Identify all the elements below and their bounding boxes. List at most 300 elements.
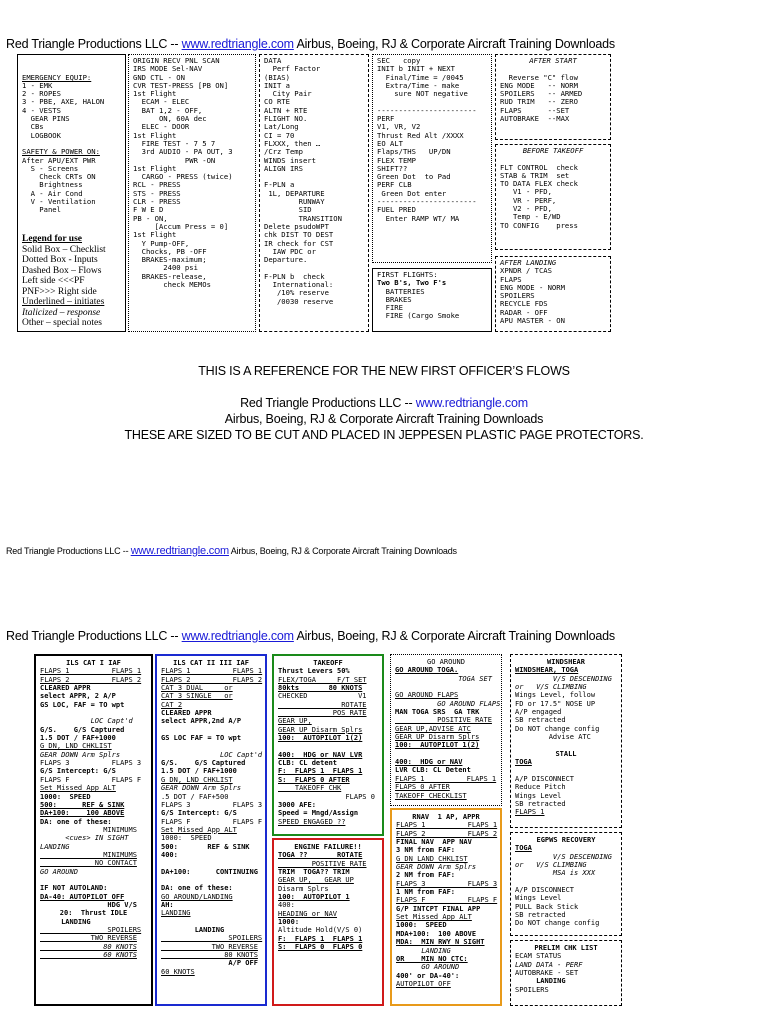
as-col-line: Reverse "C" flow: [500, 72, 578, 82]
origin-line: 1st Flight: [133, 163, 177, 173]
ils-cat1-card: [34, 654, 153, 1006]
ils1-line: select APPR, 2 A/P: [40, 692, 116, 701]
engfail-line: Disarm Splrs: [278, 884, 329, 893]
ils1-line: CLEARED APPR: [40, 684, 91, 693]
takeoff-line: FLEX/TOGA F/T SET: [278, 675, 367, 684]
prelim-card: [510, 940, 622, 1006]
legend-item-line: Dotted Box - Inputs: [22, 255, 98, 266]
rnav-line: LANDING: [396, 946, 451, 955]
ils1-line: [40, 709, 147, 717]
windshear-line: Do NOT change config: [515, 724, 600, 733]
origin-box: [128, 54, 256, 332]
ils1-line: 80 KNOTS: [40, 942, 137, 951]
takeoff-line: 400: HDG or NAV LVR: [278, 750, 363, 759]
data-col-line: Lat/Long: [264, 122, 299, 132]
takeoff-line: SPEED ENGAGED ??: [278, 817, 346, 826]
rnav-card: [390, 808, 502, 1006]
ils23-line: .5 DOT / FAF+500: [161, 792, 229, 801]
goaround-line: 400: HDG or NAV: [395, 758, 463, 767]
takeoff-line: POS RATE: [278, 709, 367, 718]
emergency-line: Check CRTs ON: [22, 172, 96, 182]
data-col-line: 1L, DEPARTURE: [264, 188, 325, 198]
ils23-line: GEAR DOWN Arm Splrs: [161, 784, 242, 793]
data-col-line: F-PLN a: [264, 180, 295, 190]
takeoff-line: F: FLAPS 1 FLAPS 1: [278, 767, 363, 776]
ils1-line: 60 KNOTS: [40, 951, 137, 960]
ils1-line: GEAR DOWN Arm Splrs: [40, 750, 121, 759]
ils23-line: [161, 876, 261, 884]
page2-website-link[interactable]: www.redtriangle.com: [181, 629, 294, 643]
origin-line: CVR TEST-PRESS [PB ON]: [133, 80, 229, 90]
al-col-line: RADAR - OFF: [500, 307, 548, 317]
sec-col-line: PERF: [377, 114, 395, 124]
ils1-line: NO CONTACT: [40, 859, 137, 868]
emergency-line: Panel: [22, 205, 61, 215]
reference-note: THIS IS A REFERENCE FOR THE NEW FIRST OFFICER’S FLOWS: [198, 364, 570, 378]
takeoff-line: 100: AUTOPILOT 1(2): [278, 734, 363, 743]
takeoff-card: [272, 654, 384, 836]
prelim-line: SPOILERS: [515, 985, 549, 994]
origin-line: CLR - PRESS: [133, 197, 181, 207]
ils1-line: [40, 876, 147, 884]
emergency-line: Brightness: [22, 180, 83, 190]
ff-col-line: Two B's, Two F's: [377, 278, 447, 288]
goaround-line: LVR CLB: CL Detent: [395, 766, 471, 775]
windshear-line: STALL: [555, 749, 577, 758]
origin-line: ECAM - ELEC: [133, 97, 190, 107]
ils1-line: GO AROUND: [40, 867, 78, 876]
emergency-line: 1 - EMK: [22, 80, 53, 90]
emergency-line: S - Screens: [22, 163, 79, 173]
al-col-line: SPOILERS: [500, 291, 535, 301]
origin-line: 2400 psi: [133, 263, 198, 273]
ils23-line: G DN, LND CHKLIST: [161, 775, 233, 784]
engfail-line: S: FLAPS 0 FLAPS 0: [278, 943, 363, 952]
goaround-line: TOGA SET: [395, 674, 492, 683]
goaround-line: GO AROUND: [427, 658, 465, 666]
windshear-line: SB retracted: [515, 799, 566, 808]
al-col-line: XPNDR / TCAS: [500, 266, 552, 276]
windshear-card: [510, 654, 622, 828]
origin-line: ELEC - DOOR: [133, 122, 190, 132]
data-col-line: CO RTE: [264, 97, 290, 107]
ils23-line: FLAPS 3 FLAPS 3: [161, 800, 263, 809]
data-col-line: F-PLN b check: [264, 271, 325, 281]
ils23-line: 1000: SPEED: [161, 834, 212, 843]
emergency-line: LOGBOOK: [22, 130, 61, 140]
ff-col-line: FIRST FLIGHTS:: [377, 270, 438, 279]
goaround-line: 100: AUTOPILOT 1(2): [395, 741, 480, 750]
rnav-line: 3 NM from FAF:: [396, 846, 456, 855]
bt-col-line: Temp - E/WD: [500, 212, 561, 222]
windshear-line: Advise ATC: [515, 733, 591, 742]
ils23-line: AH:: [161, 900, 174, 909]
sec-col-line: SEC copy: [377, 56, 421, 65]
prelim-line: LANDING: [515, 977, 566, 986]
ils1-line: DA-40: AUTOPILOT OFF: [40, 892, 125, 901]
takeoff-line: GEAR UP,: [278, 717, 312, 726]
data-col-line: IAW PDC or: [264, 246, 316, 256]
goaround-line: GO AROUND TOGA.: [395, 666, 459, 675]
goaround-line: MAN TOGA SRS GA TRK: [395, 708, 480, 717]
emergency-line: GEAR PINS: [22, 114, 70, 124]
rnav-line: AUTOPILOT OFF: [396, 979, 451, 988]
goaround-line: FLAPS 1 FLAPS 1: [395, 774, 497, 783]
emergency-line: 2 - ROPES: [22, 89, 61, 99]
origin-line: STS - PRESS: [133, 188, 181, 198]
rnav-line: FLAPS 3 FLAPS 3: [396, 879, 498, 888]
rnav-line: MDA+100: 100 ABOVE: [396, 929, 477, 938]
jeppesen-note: THESE ARE SIZED TO BE CUT AND PLACED IN JEPPESEN PLASTIC PAGE PROTECTORS.: [124, 428, 644, 442]
data-col-line: DATA: [264, 56, 282, 65]
ils23-line: 1.5 DOT / FAF+1000: [161, 767, 237, 776]
bt-col-line: V2 - PFD,: [500, 204, 552, 214]
data-box: [259, 54, 369, 332]
goaround-line: GEAR UP Disarm Splrs: [395, 733, 480, 742]
ils1-line: Set Missed App ALT: [40, 784, 116, 793]
sec-col-line: Extra/Time - make: [377, 80, 460, 90]
bt-col-line: TO DATA FLEX check: [500, 179, 578, 189]
origin-line: PWR -ON: [133, 155, 216, 165]
ils1-line: FLAPS 1 FLAPS 1: [40, 667, 142, 676]
rnav-line: FLAPS 1 FLAPS 1: [396, 821, 498, 830]
sec-col-line: EO ALT: [377, 138, 403, 148]
goaround-line: TAKEOFF CHECKLIST: [395, 791, 467, 800]
origin-line: BAT 1,2 - OFF,: [133, 105, 203, 115]
legend: [22, 234, 121, 329]
origin-line: [Accum Press = 0]: [133, 221, 229, 231]
rnav-line: 1000: SPEED: [396, 921, 447, 930]
ils23-line: FLAPS 2 FLAPS 2: [161, 675, 263, 684]
origin-line: 1st Flight: [133, 230, 177, 240]
ils23-line: FLAPS 1 FLAPS 1: [161, 667, 263, 676]
takeoff-line: GEAR UP Disarm Splrs: [278, 725, 363, 734]
origin-line: IRS MODE Sel-NAV: [133, 64, 203, 74]
sec-col-line: -----------------------: [377, 105, 477, 115]
takeoff-line: S: FLAPS 0 AFTER: [278, 775, 350, 784]
origin-line: PB - ON,: [133, 213, 168, 223]
goaround-line: GO AROUND FLAPS: [395, 691, 459, 700]
middle-company-line: [0, 396, 768, 410]
ils1-line: FLAPS 2 FLAPS 2: [40, 675, 142, 684]
middle-company: Red Triangle Productions LLC --: [240, 396, 413, 410]
footer-header: [6, 545, 457, 557]
data-col-line: ALIGN IRS: [264, 163, 303, 173]
sec-col-line: Green Dot enter: [377, 188, 447, 198]
takeoff-line: ROTATE: [278, 700, 367, 709]
legend-item-line: Left side <<<PF: [22, 276, 85, 287]
data-col-line: /0030 reserve: [264, 296, 334, 306]
ils1-line: TWO REVERSE: [40, 934, 137, 943]
ils1-line: G DN, LND CHKLIST: [40, 742, 112, 751]
after-start-box: [495, 54, 611, 140]
bt-col-line: VR - PERF,: [500, 195, 557, 205]
bt-col-line: STAB & TRIM set: [500, 170, 570, 180]
engfail-line: 400:: [278, 901, 295, 910]
ils23-line: 60 KNOTS: [161, 967, 195, 976]
ils23-line: select APPR,2nd A/P: [161, 717, 242, 726]
emergency-line: V - Ventilation: [22, 197, 96, 207]
engfail-line: 100: AUTOPILOT 1: [278, 893, 350, 902]
sec-col-line: V1, VR, V2: [377, 122, 421, 132]
emergency-list: [22, 74, 121, 215]
data-col-line: CI = 70: [264, 130, 295, 140]
as-col-line: AFTER START: [529, 56, 577, 65]
emergency-line: SAFETY & POWER ON:: [22, 147, 100, 157]
after-landing-box: [495, 256, 611, 332]
page2-tagline: Airbus, Boeing, RJ & Corporate Aircraft Training Downloads: [296, 629, 615, 643]
ils23-line: DA+100: CONTINUING: [161, 867, 258, 876]
ils23-line: GS LOC FAF = TO wpt: [161, 734, 242, 743]
ils23-line: 500: REF & SINK: [161, 842, 250, 851]
legend-item-line: Other – special notes: [22, 318, 102, 329]
ils23-line: DA: one of these:: [161, 884, 233, 893]
ils1-line: LANDING: [40, 842, 70, 851]
ils23-line: SPOILERS: [161, 934, 263, 943]
emergency-line: A - Air Cond: [22, 188, 83, 198]
data-col-line: ALTN + RTE: [264, 105, 308, 115]
legend-item-line: Dashed Box – Flows: [22, 265, 102, 276]
ils1-line: G/S. G/S Captured: [40, 725, 125, 734]
data-col-line: Delete psudoWPT: [264, 221, 329, 231]
footer-website-link[interactable]: www.redtriangle.com: [130, 545, 229, 557]
ils23-line: [161, 726, 261, 734]
rnav-line: MDA: MIN RWY N SIGHT: [396, 938, 485, 947]
go-around-card: [390, 654, 502, 806]
egpws-line: SB retracted: [515, 911, 566, 920]
engfail-line: GEAR UP, GEAR UP: [278, 876, 354, 885]
origin-line: Y Pump-OFF,: [133, 238, 190, 248]
data-col-line: FLXXX, then …: [264, 138, 321, 148]
takeoff-line: CHECKED V1: [278, 692, 367, 701]
data-col-line: RUNWAY: [264, 197, 325, 207]
ils23-line: [161, 742, 261, 750]
prelim-line: AUTOBRAKE - SET: [515, 969, 579, 978]
origin-line: FIRE TEST - 7 5 7: [133, 138, 216, 148]
rnav-line: GEAR DOWN Arm Splrs: [396, 863, 477, 872]
ils23-line: GO AROUND/LANDING: [161, 892, 233, 901]
ils23-line: CAT 2: [161, 700, 183, 709]
rnav-line: RNAV 1 AP, APPR: [412, 813, 480, 821]
windshear-line: FLAPS 1: [515, 808, 545, 817]
sec-col-line: PERF CLB: [377, 180, 412, 190]
sec-col-line: Flaps/THS UP/DN: [377, 147, 451, 157]
engfail-line: TRIM TOGA?? TRIM: [278, 868, 350, 877]
al-col-line: ENG MODE - NORM: [500, 282, 565, 292]
ils23-line: ILS CAT II III IAF: [173, 659, 249, 667]
egpws-line: A/P DISCONNECT: [515, 886, 575, 895]
ils23-line: CLEARED APPR: [161, 709, 212, 718]
ils1-line: LOC Capt'd: [40, 717, 133, 726]
takeoff-line: 80kts 80 KNOTS: [278, 684, 363, 693]
windshear-line: WINDSHEAR, TOGA: [515, 666, 579, 675]
ils1-line: SPOILERS: [40, 926, 142, 934]
rnav-line: G DN LAND CHKLIST: [396, 854, 468, 863]
ff-col-line: FIRE: [377, 303, 403, 313]
origin-line: Chocks, PB -OFF: [133, 246, 207, 256]
top-header: [6, 37, 615, 51]
page2-header: [6, 629, 615, 643]
data-col-line: INIT a: [264, 80, 290, 90]
egpws-line: or V/S CLIMBING: [515, 861, 587, 870]
egpws-line: MSA is XXX: [515, 869, 596, 878]
legend-title: Legend for use: [22, 234, 82, 245]
bt-col-line: BEFORE TAKEOFF: [522, 146, 584, 155]
emergency-line: EMERGENCY EQUIP:: [22, 72, 92, 82]
ils23-line: CAT 3 SINGLE or: [161, 692, 233, 701]
al-col-line: AFTER LANDING: [500, 258, 557, 267]
data-col-line: TRANSITION: [264, 213, 342, 223]
as-col-line: RUD TRIM -- ZERO: [500, 97, 578, 107]
takeoff-line: FLAPS 0: [278, 792, 375, 801]
ils1-line: MINIMUMS: [40, 825, 137, 834]
engfail-line: TOGA ?? ROTATE: [278, 851, 363, 860]
footer-company: Red Triangle Productions LLC --: [6, 546, 129, 556]
data-col-line: International:: [264, 280, 334, 290]
sec-box: [372, 54, 492, 263]
sec-col-line: Enter RAMP WT/ MA: [377, 213, 460, 223]
origin-line: CARGO - PRESS (twice): [133, 172, 233, 182]
ils23-line: LANDING: [161, 909, 191, 918]
egpws-line: V/S DESCENDING: [515, 852, 612, 861]
ff-col-line: BRAKES: [377, 294, 412, 304]
origin-line: RCL - PRESS: [133, 180, 181, 190]
ils1-line: 1.5 DOT / FAF+1000: [40, 734, 116, 743]
engfail-line: ENGINE FAILURE!!: [294, 843, 362, 851]
engfail-line: POSITIVE RATE: [278, 859, 367, 868]
origin-line: 1st Flight: [133, 89, 177, 99]
rnav-line: FLAPS 2 FLAPS 2: [396, 829, 498, 838]
egpws-line: Wings Level: [515, 894, 562, 903]
middle-tagline: Airbus, Boeing, RJ & Corporate Aircraft Training Downloads: [224, 412, 544, 426]
goaround-line: GEAR UP,ADVISE ATC: [395, 724, 471, 733]
ils1-line: FLAPS 3 FLAPS 3: [40, 759, 142, 768]
ils23-line: FLAPS F FLAPS F: [161, 817, 263, 826]
origin-line: 1st Flight: [133, 130, 177, 140]
origin-line: GND CTL - ON: [133, 72, 185, 82]
windshear-line: [515, 741, 617, 749]
windshear-line: SB retracted: [515, 716, 566, 725]
before-takeoff-box: [495, 144, 611, 250]
al-col-line: FLAPS: [500, 274, 522, 284]
prelim-line: PRELIM CHK LIST: [534, 944, 598, 952]
origin-line: ORIGIN RECV PNL SCAN: [133, 56, 220, 65]
prelim-line: ECAM STATUS: [515, 952, 562, 961]
rnav-line: GO AROUND: [396, 963, 460, 972]
data-col-line: City Pair: [264, 89, 312, 99]
ff-col-line: BATTERIES: [377, 286, 425, 296]
origin-line: 3rd AUDIO - PA OUT, 3: [133, 147, 233, 157]
first-flights-box: [372, 268, 492, 332]
takeoff-line: [278, 742, 378, 750]
windshear-line: A/P DISCONNECT: [515, 774, 575, 783]
ils1-line: 1000: SPEED: [40, 792, 91, 801]
middle-website-link[interactable]: www.redtriangle.com: [415, 396, 528, 410]
footer-tagline: Airbus, Boeing, RJ & Corporate Aircraft Training Downloads: [230, 546, 457, 556]
sec-col-line: Green Dot to Pad: [377, 172, 451, 182]
ils1-line: MINIMUMS: [40, 850, 137, 859]
rnav-line: 1 NM from FAF:: [396, 888, 456, 897]
rnav-line: FINAL NAV APP NAV: [396, 838, 472, 847]
egpws-line: [515, 878, 617, 886]
rnav-line: OR MIN NO CTC:: [396, 954, 468, 963]
windshear-line: or V/S CLIMBING: [515, 683, 587, 692]
sec-col-line: Thrust Red Alt /XXXX: [377, 130, 464, 140]
windshear-line: TOGA: [515, 758, 532, 767]
ils23-line: 80 KNOTS: [161, 951, 258, 960]
data-col-line: (BIAS): [264, 72, 290, 82]
data-col-line: WINDS insert: [264, 155, 316, 165]
origin-line: BRAKES-maximum;: [133, 255, 207, 265]
takeoff-line: 3000 AFE:: [278, 800, 316, 809]
al-col-line: RECYCLE FDS: [500, 299, 548, 309]
rnav-line: 2 NM from FAF:: [396, 871, 456, 880]
emergency-line: After APU/EXT PWR: [22, 155, 96, 165]
takeoff-line: Thrust Levers 50%: [278, 667, 350, 676]
goaround-line: GO AROUND FLAPS: [395, 699, 501, 708]
ils1-line: ILS CAT I IAF: [66, 659, 121, 667]
rnav-line: Set Missed App ALT: [396, 913, 472, 922]
takeoff-line: TAKEOFF: [313, 659, 343, 667]
website-link[interactable]: www.redtriangle.com: [181, 37, 294, 51]
ils1-line: HDG V/S: [40, 900, 137, 909]
windshear-line: Wings Level: [515, 791, 562, 800]
ils23-line: G/S. G/S Captured: [161, 759, 246, 768]
egpws-card: [510, 832, 622, 936]
data-col-line: chk DIST TO DEST: [264, 230, 334, 240]
ils23-line: 400:: [161, 850, 178, 859]
takeoff-line: Speed = Mngd/Assign: [278, 809, 359, 818]
rnav-line: FLAPS F FLAPS F: [396, 896, 498, 905]
ils23-line: LANDING: [161, 926, 225, 934]
data-col-line: FLIGHT NO.: [264, 114, 308, 124]
bt-col-line: TO CONFIG press: [500, 220, 578, 230]
sec-col-line: INIT b INIT + NEXT: [377, 64, 455, 74]
data-col-line: /10% reserve: [264, 288, 329, 298]
takeoff-line: TAKEOFF CHK: [278, 784, 342, 793]
company-name: Red Triangle Productions LLC --: [6, 37, 179, 51]
as-col-line: AUTOBRAKE --MAX: [500, 114, 570, 124]
sec-col-line: FLEX TEMP: [377, 155, 416, 165]
ff-col-line: FIRE (Cargo Smoke: [377, 311, 460, 321]
origin-line: ON, 60A dec: [133, 114, 207, 124]
sec-col-line: sure NOT negative: [377, 89, 468, 99]
origin-line: check MEMOs: [133, 280, 211, 290]
bt-col-line: FLT CONTROL check: [500, 162, 578, 172]
data-col-line: Perf Factor: [264, 64, 321, 74]
windshear-line: Wings Level, follow: [515, 691, 596, 700]
as-col-line: SPOILERS -- ARMED: [500, 89, 583, 99]
egpws-line: TOGA: [515, 844, 532, 853]
sec-col-line: -----------------------: [377, 197, 477, 207]
as-col-line: FLAPS --SET: [500, 105, 570, 115]
emergency-line: 4 - VESTS: [22, 105, 61, 115]
windshear-line: [515, 766, 617, 774]
rnav-line: G/P INTCPT FINAL APP: [396, 904, 481, 913]
ils23-line: CAT 3 DUAL or: [161, 684, 233, 693]
legend-item-line: Underlined – initiates: [22, 297, 105, 308]
egpws-line: EGPWS RECOVERY: [536, 836, 596, 844]
goaround-line: POSITIVE RATE: [395, 716, 492, 725]
sec-col-line: Final/Time = /0045: [377, 72, 464, 82]
data-col-line: Departure.: [264, 255, 308, 265]
windshear-line: A/P engaged: [515, 708, 562, 717]
sec-col-line: SHIFT??: [377, 163, 408, 173]
ils23-line: TWO REVERSE: [161, 942, 258, 951]
ils1-line: 20: Thrust IDLE: [59, 909, 128, 918]
engine-failure-card: [272, 838, 384, 1006]
windshear-line: WINDSHEAR: [547, 658, 585, 666]
